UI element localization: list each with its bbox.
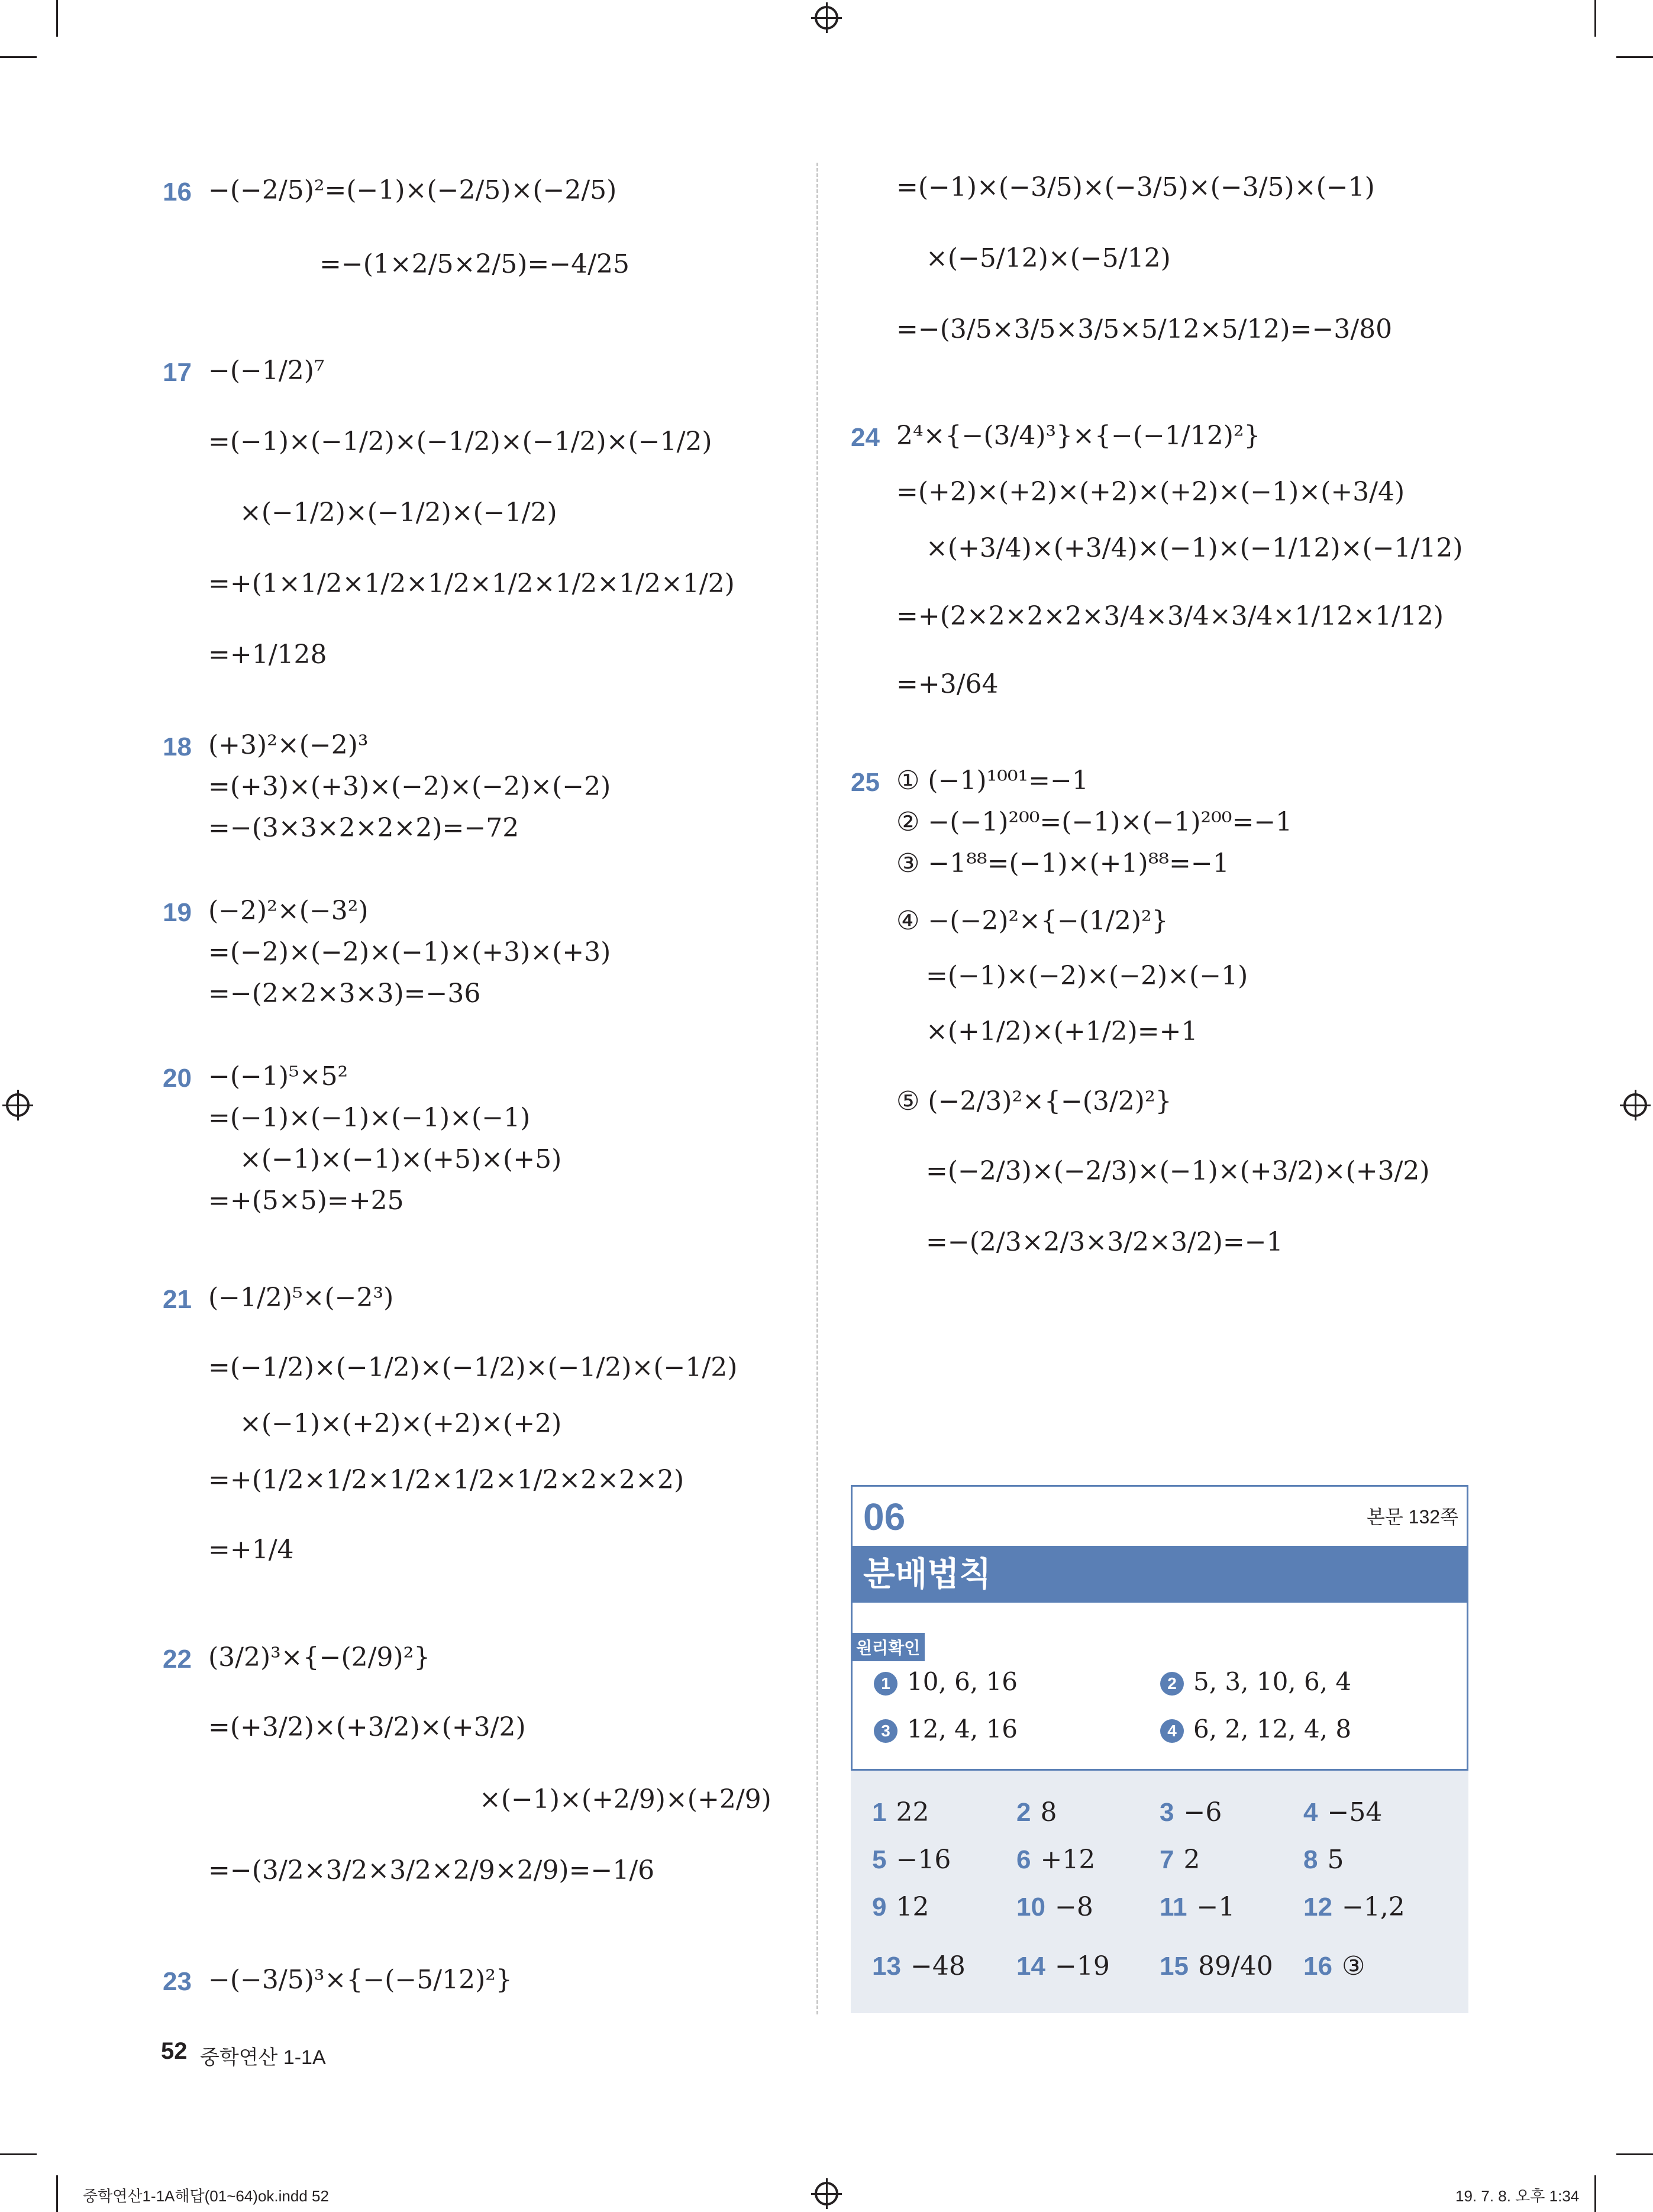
math-line: =(−1)×(−1/2)×(−1/2)×(−1/2)×(−1/2): [208, 427, 712, 457]
math-line: =(−1)×(−1)×(−1)×(−1): [208, 1103, 531, 1133]
answer-value: −1,2: [1341, 1892, 1405, 1922]
answer-item: [1303, 1951, 1365, 1981]
answer-value: 89/40: [1197, 1951, 1273, 1981]
answer-item: [872, 1892, 929, 1922]
answer-value: ③: [1341, 1951, 1365, 1981]
registration-mark-icon: [815, 2182, 838, 2205]
answer-number: 5: [872, 1845, 887, 1874]
principle-item: [1160, 1667, 1351, 1696]
answer-value: 12: [896, 1892, 929, 1922]
number-bullet: 3: [874, 1719, 897, 1743]
math-line: ×(−1/2)×(−1/2)×(−1/2): [240, 498, 557, 528]
principle-item: [874, 1667, 1018, 1696]
crop-mark: [1594, 0, 1596, 37]
registration-mark-icon: [6, 1093, 30, 1117]
answer-value: 5: [1327, 1845, 1344, 1875]
math-line: ③ −1⁸⁸=(−1)×(+1)⁸⁸=−1: [896, 848, 1229, 879]
answer-number: 6: [1016, 1845, 1031, 1874]
answer-item: [1160, 1845, 1200, 1875]
answer-value: +12: [1040, 1845, 1096, 1875]
principle-value: 10, 6, 16: [907, 1667, 1018, 1696]
answer-item: [872, 1951, 966, 1981]
answer-value: −6: [1183, 1797, 1222, 1827]
problem-number: 25: [851, 768, 880, 797]
section-reference: 본문 132쪽: [1366, 1506, 1458, 1528]
answer-item: [872, 1797, 929, 1827]
principle-value: 5, 3, 10, 6, 4: [1193, 1667, 1352, 1696]
answer-item: [1303, 1797, 1382, 1827]
answer-item: [1160, 1892, 1235, 1922]
page-number: 52: [161, 2038, 188, 2064]
crop-mark: [1616, 56, 1653, 58]
answer-number: 11: [1160, 1893, 1187, 1922]
math-line: ×(+1/2)×(+1/2)=+1: [926, 1016, 1198, 1047]
math-line: =−(2×2×3×3)=−36: [208, 979, 481, 1009]
math-line: =+(5×5)=+25: [208, 1186, 404, 1216]
problem-number: 19: [163, 898, 192, 927]
math-line: −(−3/5)³×{−(−5/12)²}: [208, 1965, 512, 1995]
answer-value: −16: [896, 1845, 951, 1875]
math-line: =−(3×3×2×2×2)=−72: [208, 813, 519, 843]
answer-item: [872, 1845, 951, 1875]
column-divider: [816, 163, 818, 2014]
math-line: −(−2/5)²=(−1)×(−2/5)×(−2/5): [208, 175, 617, 205]
math-line: =+(1×1/2×1/2×1/2×1/2×1/2×1/2×1/2): [208, 569, 735, 599]
math-line: =−(3/2×3/2×3/2×2/9×2/9)=−1/6: [208, 1855, 655, 1885]
problem-number: 21: [163, 1285, 192, 1314]
answer-value: −19: [1054, 1951, 1110, 1981]
math-line: −(−1)⁵×5²: [208, 1061, 348, 1092]
math-line: =+1/128: [208, 640, 327, 670]
answer-number: 1: [872, 1798, 887, 1827]
answer-number: 2: [1016, 1798, 1031, 1827]
answer-number: 13: [872, 1952, 901, 1981]
math-line: 2⁴×{−(3/4)³}×{−(−1/12)²}: [896, 421, 1261, 451]
math-line: ×(−5/12)×(−5/12): [926, 243, 1171, 273]
math-line: ② −(−1)²⁰⁰=(−1)×(−1)²⁰⁰=−1: [896, 807, 1293, 837]
math-line: =+(2×2×2×2×3/4×3/4×3/4×1/12×1/12): [896, 601, 1444, 631]
answer-value: 2: [1183, 1845, 1200, 1875]
answer-value: −48: [910, 1951, 966, 1981]
answer-item: [1016, 1892, 1093, 1922]
answer-number: 14: [1016, 1952, 1045, 1981]
answer-item: [1016, 1797, 1057, 1827]
principle-badge: 원리확인: [851, 1633, 925, 1661]
book-title: 중학연산 1-1A: [200, 2046, 326, 2069]
math-line: =(+2)×(+2)×(+2)×(+2)×(−1)×(+3/4): [896, 477, 1405, 507]
section-box: [851, 1485, 1468, 1771]
principle-item: [1160, 1714, 1351, 1743]
answer-number: 7: [1160, 1845, 1174, 1874]
problem-number: 23: [163, 1967, 192, 1996]
crop-mark: [0, 56, 37, 58]
crop-mark: [1594, 2175, 1596, 2212]
math-line: =+(1/2×1/2×1/2×1/2×1/2×2×2×2): [208, 1465, 685, 1495]
number-bullet: 2: [1160, 1672, 1184, 1696]
answer-number: 12: [1303, 1893, 1332, 1922]
answer-number: 15: [1160, 1952, 1189, 1981]
problem-number: 20: [163, 1064, 192, 1093]
math-line: ×(−1)×(+2/9)×(+2/9): [479, 1784, 771, 1814]
principle-value: 12, 4, 16: [907, 1714, 1018, 1743]
answer-value: −54: [1327, 1797, 1383, 1827]
math-line: (−2)²×(−3²): [208, 896, 369, 926]
math-line: =(−1/2)×(−1/2)×(−1/2)×(−1/2)×(−1/2): [208, 1352, 738, 1383]
math-line: =+3/64: [896, 669, 999, 699]
math-line: =(−2)×(−2)×(−1)×(+3)×(+3): [208, 937, 611, 967]
math-line: =−(2/3×2/3×3/2×3/2)=−1: [926, 1227, 1283, 1257]
math-line: (−1/2)⁵×(−2³): [208, 1283, 394, 1313]
math-line: =−(1×2/5×2/5)=−4/25: [319, 249, 629, 279]
answer-number: 9: [872, 1893, 887, 1922]
registration-mark-icon: [1623, 1093, 1647, 1117]
crop-mark: [56, 0, 58, 37]
answer-value: 22: [896, 1797, 929, 1827]
problem-number: 17: [163, 358, 192, 387]
problem-number: 22: [163, 1645, 192, 1674]
problem-number: 24: [851, 423, 880, 452]
problem-number: 18: [163, 732, 192, 761]
math-line: =(−1)×(−3/5)×(−3/5)×(−3/5)×(−1): [896, 172, 1375, 202]
answer-number: 8: [1303, 1845, 1318, 1874]
answer-item: [1303, 1892, 1405, 1922]
answer-item: [1016, 1951, 1110, 1981]
crop-mark: [0, 2153, 37, 2155]
math-line: =+1/4: [208, 1535, 294, 1565]
answer-value: 8: [1040, 1797, 1057, 1827]
print-timestamp: 19. 7. 8. 오후 1:34: [1455, 2187, 1580, 2205]
answer-item: [1016, 1845, 1095, 1875]
answer-value: −8: [1054, 1892, 1093, 1922]
math-line: ④ −(−2)²×{−(1/2)²}: [896, 906, 1168, 936]
answer-number: 4: [1303, 1798, 1318, 1827]
answer-number: 10: [1016, 1893, 1045, 1922]
answer-item: [1160, 1951, 1273, 1981]
math-line: =(+3/2)×(+3/2)×(+3/2): [208, 1712, 526, 1742]
math-line: (3/2)³×{−(2/9)²}: [208, 1642, 431, 1672]
section-number: 06: [863, 1496, 906, 1538]
answer-number: 3: [1160, 1798, 1174, 1827]
answer-item: [1160, 1797, 1222, 1827]
answer-grid: [851, 1771, 1468, 2013]
answer-value: −1: [1196, 1892, 1235, 1922]
registration-mark-icon: [815, 6, 838, 30]
principle-value: 6, 2, 12, 4, 8: [1193, 1714, 1352, 1743]
math-line: ×(−1)×(−1)×(+5)×(+5): [240, 1144, 562, 1174]
problem-number: 16: [163, 177, 192, 206]
math-line: (+3)²×(−2)³: [208, 730, 369, 760]
principle-item: [874, 1714, 1018, 1743]
answer-item: [1303, 1845, 1344, 1875]
number-bullet: 4: [1160, 1719, 1184, 1743]
math-line: =−(3/5×3/5×3/5×5/12×5/12)=−3/80: [896, 314, 1393, 344]
math-line: ×(−1)×(+2)×(+2)×(+2): [240, 1409, 562, 1439]
crop-mark: [1616, 2153, 1653, 2155]
section-title: 분배법칙: [853, 1546, 1467, 1603]
crop-mark: [56, 2175, 58, 2212]
math-line: ⑤ (−2/3)²×{−(3/2)²}: [896, 1086, 1172, 1116]
math-line: =(−1)×(−2)×(−2)×(−1): [926, 961, 1248, 991]
file-slug: 중학연산1-1A해답(01~64)ok.indd 52: [83, 2187, 329, 2205]
math-line: ① (−1)¹⁰⁰¹=−1: [896, 766, 1089, 796]
answer-number: 16: [1303, 1952, 1332, 1981]
math-line: −(−1/2)⁷: [208, 356, 325, 386]
math-line: =(+3)×(+3)×(−2)×(−2)×(−2): [208, 771, 611, 802]
math-line: =(−2/3)×(−2/3)×(−1)×(+3/2)×(+3/2): [926, 1156, 1430, 1186]
math-line: ×(+3/4)×(+3/4)×(−1)×(−1/12)×(−1/12): [926, 533, 1463, 563]
number-bullet: 1: [874, 1672, 897, 1696]
